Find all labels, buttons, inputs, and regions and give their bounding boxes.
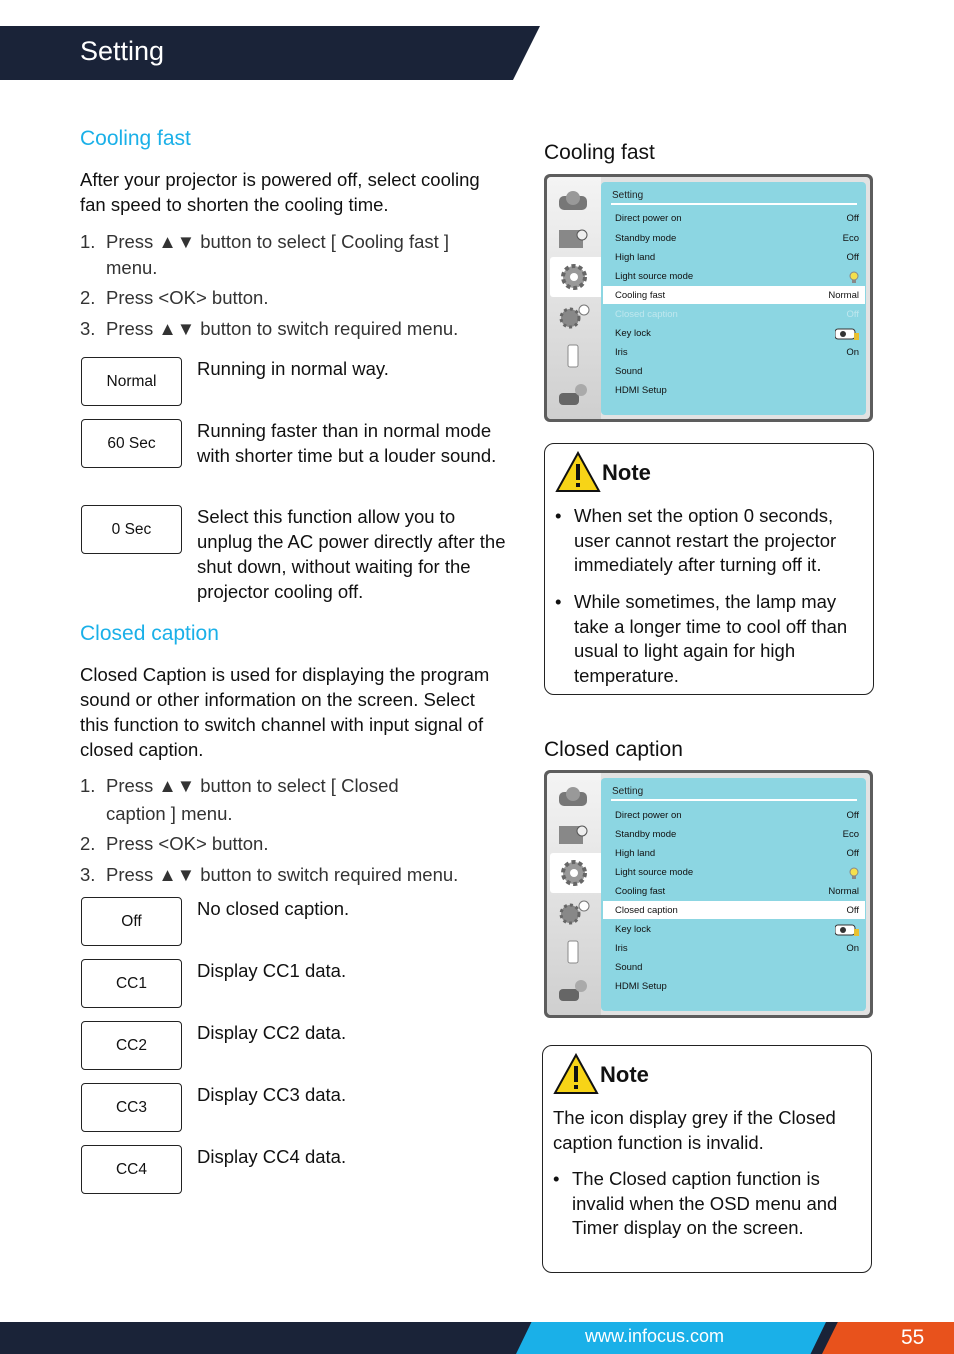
note2-intro: The icon display grey if the Closed caption function is invalid. xyxy=(553,1107,836,1153)
closed-heading: Closed caption xyxy=(80,622,219,645)
cooling-heading: Cooling fast xyxy=(80,127,191,150)
osd1-menu-title: Setting xyxy=(612,190,644,201)
option-0sec-desc: Select this function allow you to unplug the AC power directly after the shut down, without waiting for the projector cooling off. xyxy=(197,506,506,602)
usb-icon xyxy=(556,939,590,967)
key-lock-icon xyxy=(835,328,859,343)
osd2-menu-panel xyxy=(601,778,866,1011)
osd2-screenshot xyxy=(544,770,873,1018)
osd1-row-sound[interactable]: Sound xyxy=(615,366,643,377)
option-cc3: CC3 xyxy=(81,1083,182,1132)
option-cc1: CC1 xyxy=(81,959,182,1008)
info-icon xyxy=(556,381,590,409)
cooling-intro: After your projector is powered off, select cooling fan speed to shorten the cooling time. xyxy=(80,169,480,215)
image-adjust-icon xyxy=(556,225,590,253)
advanced-setting-icon xyxy=(556,899,590,927)
osd1-screenshot xyxy=(544,174,873,422)
osd1-row-cooling-fast[interactable]: Cooling fast Normal xyxy=(603,286,865,304)
usb-icon xyxy=(556,343,590,371)
note2-bullet-1: The Closed caption function is invalid when the OSD menu and Timer display on the screen. xyxy=(572,1168,838,1238)
option-cc2: CC2 xyxy=(81,1021,182,1070)
osd1-row-hdmi[interactable]: HDMI Setup xyxy=(615,385,667,396)
osd2-row-high-land[interactable]: High land Off xyxy=(615,848,859,859)
osd1-row-key-lock[interactable]: Key lock xyxy=(603,324,865,342)
note1-bullet-dot-2: • xyxy=(555,591,562,612)
osd2-row-cooling-fast[interactable]: Cooling fast Normal xyxy=(615,886,859,897)
osd2-row-direct-power[interactable]: Direct power on Off xyxy=(615,810,859,821)
osd1-row-closed-caption[interactable]: Closed caption Off xyxy=(615,309,859,320)
page-number: 55 xyxy=(901,1326,925,1349)
note1-bullet-2: While sometimes, the lamp may take a longer time to cool off than usual to light again for high temperature. xyxy=(574,591,848,686)
osd1-row-light-source[interactable]: Light source mode xyxy=(603,267,865,285)
info-icon xyxy=(556,977,590,1005)
image-adjust-icon xyxy=(556,821,590,849)
osd2-icon-sidebar xyxy=(547,773,601,1015)
note1-title: Note xyxy=(602,460,651,485)
closed-step-2: 2. Press <OK> button. xyxy=(80,833,269,854)
osd1-caption: Cooling fast xyxy=(544,141,655,164)
picture-icon xyxy=(556,782,590,810)
note1-bullet-dot-1: • xyxy=(555,505,562,526)
option-cc4: CC4 xyxy=(81,1145,182,1194)
footer-page-band xyxy=(822,1322,954,1354)
osd1-row-standby[interactable]: Standby mode Eco xyxy=(615,233,859,244)
osd1-menu-panel xyxy=(601,182,866,415)
bulb-icon xyxy=(849,271,859,286)
osd2-row-sound[interactable]: Sound xyxy=(615,962,643,973)
note2-box xyxy=(542,1045,872,1273)
osd2-row-light-source[interactable]: Light source mode xyxy=(603,863,865,881)
osd2-row-iris[interactable]: Iris On xyxy=(615,943,859,954)
note2-bullet-dot-1: • xyxy=(553,1168,560,1189)
option-cc4-desc: Display CC4 data. xyxy=(197,1146,347,1167)
osd2-row-standby[interactable]: Standby mode Eco xyxy=(615,829,859,840)
option-0sec: 0 Sec xyxy=(81,505,182,554)
warning-icon xyxy=(555,451,601,498)
option-cc1-desc: Display CC1 data. xyxy=(197,960,347,981)
setting-gear-icon xyxy=(550,853,602,893)
cooling-step-1: 1. Press ▲▼ button to select [ Cooling fast ] menu. xyxy=(80,231,450,278)
option-off: Off xyxy=(81,897,182,946)
cooling-step-2: 2. Press <OK> button. xyxy=(80,287,269,308)
page-title: Setting xyxy=(80,36,165,66)
closed-step-3: 3. Press ▲▼ button to switch required menu. xyxy=(80,864,459,885)
osd2-row-closed-caption[interactable]: Closed caption Off xyxy=(603,901,865,919)
osd2-menu-title: Setting xyxy=(612,786,644,797)
osd1-row-high-land[interactable]: High land Off xyxy=(615,252,859,263)
option-cc3-desc: Display CC3 data. xyxy=(197,1084,347,1105)
osd1-icon-sidebar xyxy=(547,177,601,419)
cooling-step-3: 3. Press ▲▼ button to switch required menu. xyxy=(80,318,459,339)
osd1-row-iris[interactable]: Iris On xyxy=(615,347,859,358)
key-lock-icon xyxy=(835,924,859,939)
osd2-row-hdmi[interactable]: HDMI Setup xyxy=(615,981,667,992)
warning-icon xyxy=(553,1053,599,1100)
note2-title: Note xyxy=(600,1062,649,1087)
setting-gear-icon xyxy=(550,257,602,297)
osd2-row-key-lock[interactable]: Key lock xyxy=(603,920,865,938)
option-normal: Normal xyxy=(81,357,182,406)
note1-bullet-1: When set the option 0 seconds, user cannot restart the projector immediately after turning off it. xyxy=(574,505,837,575)
footer-website-link[interactable]: www.infocus.com xyxy=(585,1326,725,1346)
bulb-icon xyxy=(849,867,859,882)
option-60sec-desc: Running faster than in normal mode with shorter time but a louder sound. xyxy=(197,420,497,466)
note1-box xyxy=(544,443,874,695)
advanced-setting-icon xyxy=(556,303,590,331)
option-off-desc: No closed caption. xyxy=(197,898,350,919)
closed-intro: Closed Caption is used for displaying the program sound or other information on the screen. Select this function to switch channel with input signal of closed caption. xyxy=(80,664,490,760)
osd1-row-direct-power[interactable]: Direct power on Off xyxy=(615,213,859,224)
osd2-caption: Closed caption xyxy=(544,738,683,761)
option-cc2-desc: Display CC2 data. xyxy=(197,1022,347,1043)
option-60sec: 60 Sec xyxy=(81,419,182,468)
picture-icon xyxy=(556,186,590,214)
option-normal-desc: Running in normal way. xyxy=(197,358,389,379)
closed-step-1: 1. Press ▲▼ button to select [ Closed caption ] menu. xyxy=(80,775,399,824)
